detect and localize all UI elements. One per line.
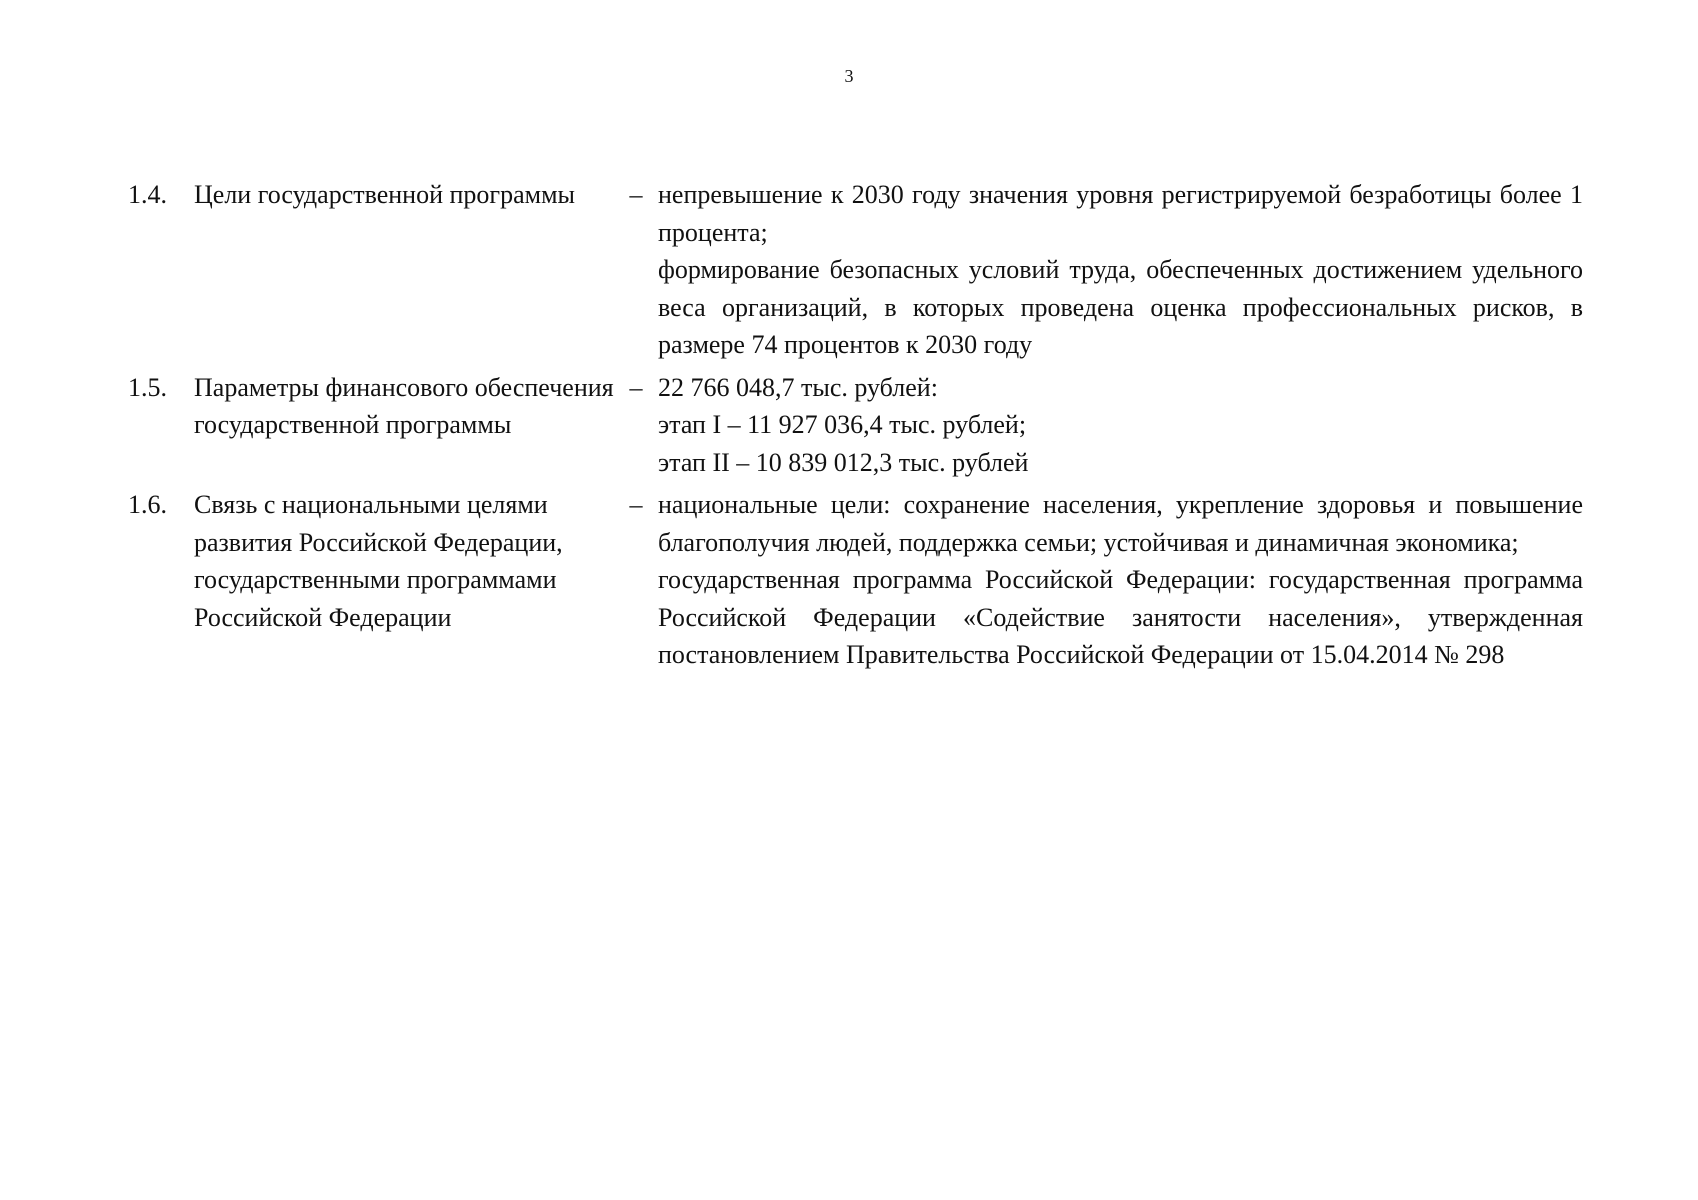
row-label: Цели государственной программы (194, 180, 575, 209)
table-row (128, 486, 1583, 679)
table-row (128, 369, 1583, 487)
value-paragraph: этап II – 10 839 012,3 тыс. рублей (658, 447, 1029, 477)
value-paragraph: государственная программа Российской Федерации: государственная программа Российской Федерации «Содействие занятости населения», утвержденная постановлением Правительства Российской Федерации от 15.04.2014 № 298 (658, 565, 1583, 669)
row-dash: – (629, 372, 643, 402)
table-row (128, 176, 1583, 369)
row-number: 1.6. (128, 490, 167, 519)
value-paragraph: формирование безопасных условий труда, обеспеченных достижением удельного веса организаций, в которых проведена оценка профессиональных рисков, в размере 74 процентов к 2030 году (658, 255, 1583, 359)
row-value (658, 486, 1583, 679)
row-value (658, 176, 1583, 369)
row-label: Связь с национальными целями развития Российской Федерации, государственными программами Российской Федерации (194, 490, 563, 632)
program-passport-table (128, 176, 1583, 679)
value-paragraph: этап I – 11 927 036,4 тыс. рублей; (658, 410, 1027, 439)
row-label: Параметры финансового обеспечения государственной программы (194, 372, 614, 439)
value-paragraph: национальные цели: сохранение населения, укрепление здоровья и повышение благополучия людей, поддержка семьи; устойчивая и динамичная экономика; (658, 490, 1583, 557)
row-number: 1.4. (128, 180, 167, 209)
value-paragraph: непревышение к 2030 году значения уровня регистрируемой безработицы более 1 процента; (658, 180, 1583, 247)
page-number: 3 (844, 66, 854, 86)
value-paragraph: 22 766 048,7 тыс. рублей: (658, 372, 938, 402)
row-dash: – (629, 490, 643, 519)
row-value (658, 369, 1583, 487)
row-number: 1.5. (128, 372, 167, 402)
row-dash: – (629, 180, 643, 209)
